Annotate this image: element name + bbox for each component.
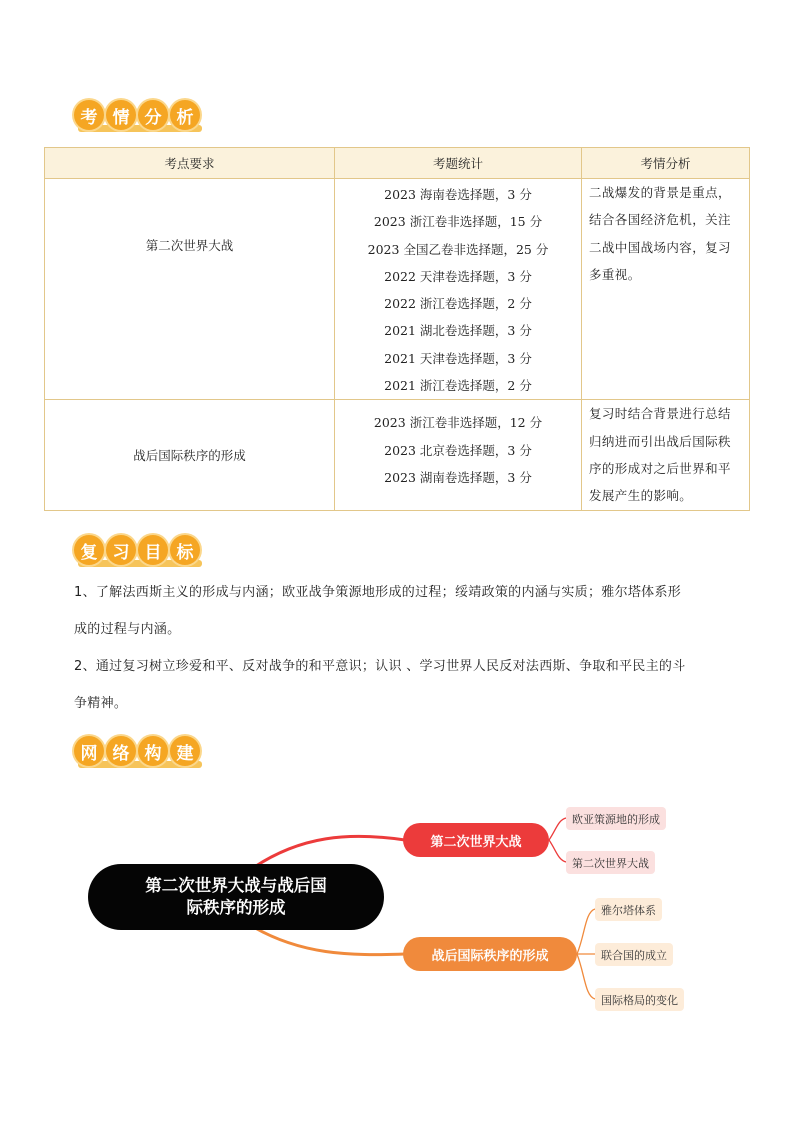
mindmap-root (88, 864, 384, 930)
goal-line: 争精神。 (74, 696, 128, 711)
heading-char: 考 (74, 100, 104, 130)
analysis-line: 归纳进而引出战后国际秩 (589, 433, 731, 449)
stat-line: 2023 浙江卷非选择题，12 分 (373, 415, 543, 431)
heading-char: 络 (106, 736, 136, 766)
goal-line: 成的过程与内涵。 (74, 622, 181, 637)
root-line: 际秩序的形成 (186, 898, 286, 917)
heading-char: 建 (170, 736, 200, 766)
leaf-un: 联合国的成立 (595, 943, 673, 966)
leaf-pattern: 国际格局的变化 (595, 988, 684, 1011)
stat-line: 2021 湖北卷选择题，3 分 (384, 323, 532, 339)
branch-postwar-order: 战后国际秩序的形成 (403, 937, 577, 971)
heading-char: 网 (74, 736, 104, 766)
stat-line: 2022 浙江卷选择题，2 分 (384, 296, 532, 312)
heading-char: 复 (74, 535, 104, 565)
connector-orange-leaf3 (577, 954, 595, 999)
header-stats: 考题统计 (335, 148, 582, 179)
analysis-line: 二战中国战场内容，复习 (589, 239, 731, 255)
branch-ww2: 第二次世界大战 (403, 823, 549, 857)
header-requirement: 考点要求 (45, 148, 335, 179)
stat-line: 2021 天津卷选择题，3 分 (384, 350, 532, 366)
heading-char: 习 (106, 535, 136, 565)
goal-line: 1、了解法西斯主义的形成与内涵；欧亚战争策源地形成的过程；绥靖政策的内涵与实质；雅尔塔体系形 (74, 585, 682, 600)
connector-red-leaf1 (549, 818, 566, 840)
heading-char: 标 (170, 535, 200, 565)
analysis-line: 二战爆发的背景是重点， (589, 185, 731, 200)
heading-char: 分 (138, 100, 168, 130)
stat-line: 2022 天津卷选择题，3 分 (384, 268, 532, 284)
stat-line: 2023 浙江卷非选择题，15 分 (373, 214, 543, 230)
leaf-ww2: 第二次世界大战 (566, 851, 655, 874)
heading-char: 目 (138, 535, 168, 565)
analysis-line: 结合各国经济危机，关注 (589, 212, 731, 228)
heading-char: 析 (170, 100, 200, 130)
analysis-line: 序的形成对之后世界和平 (589, 460, 731, 476)
connector-orange-leaf1 (577, 909, 595, 954)
analysis-line: 发展产生的影响。 (589, 488, 693, 504)
leaf-war-source: 欧亚策源地的形成 (566, 807, 666, 830)
stat-line: 2023 北京卷选择题，3 分 (384, 442, 532, 458)
stat-line: 2023 全国乙卷非选择题，25 分 (367, 241, 549, 257)
analysis-line: 复习时结合背景进行总结 (589, 406, 731, 422)
heading-char: 构 (138, 736, 168, 766)
root-line: 第二次世界大战与战后国 (145, 876, 327, 895)
goal-line: 2、通过复习树立珍爱和平、反对战争的和平意识；认识 、学习世界人民反对法西斯、争取和平民主的斗 (74, 659, 686, 674)
requirement-text: 战后国际秩序的形成 (133, 447, 246, 463)
header-analysis: 考情分析 (582, 148, 750, 179)
stat-line: 2023 海南卷选择题，3 分 (384, 187, 532, 202)
stat-line: 2021 浙江卷选择题，2 分 (384, 378, 532, 394)
stat-line: 2023 湖南卷选择题，3 分 (384, 469, 532, 485)
heading-char: 情 (106, 100, 136, 130)
leaf-yalta: 雅尔塔体系 (595, 898, 662, 921)
requirement-text: 第二次世界大战 (145, 238, 234, 254)
connector-red-leaf2 (549, 840, 566, 862)
analysis-line: 多重视。 (589, 266, 641, 282)
